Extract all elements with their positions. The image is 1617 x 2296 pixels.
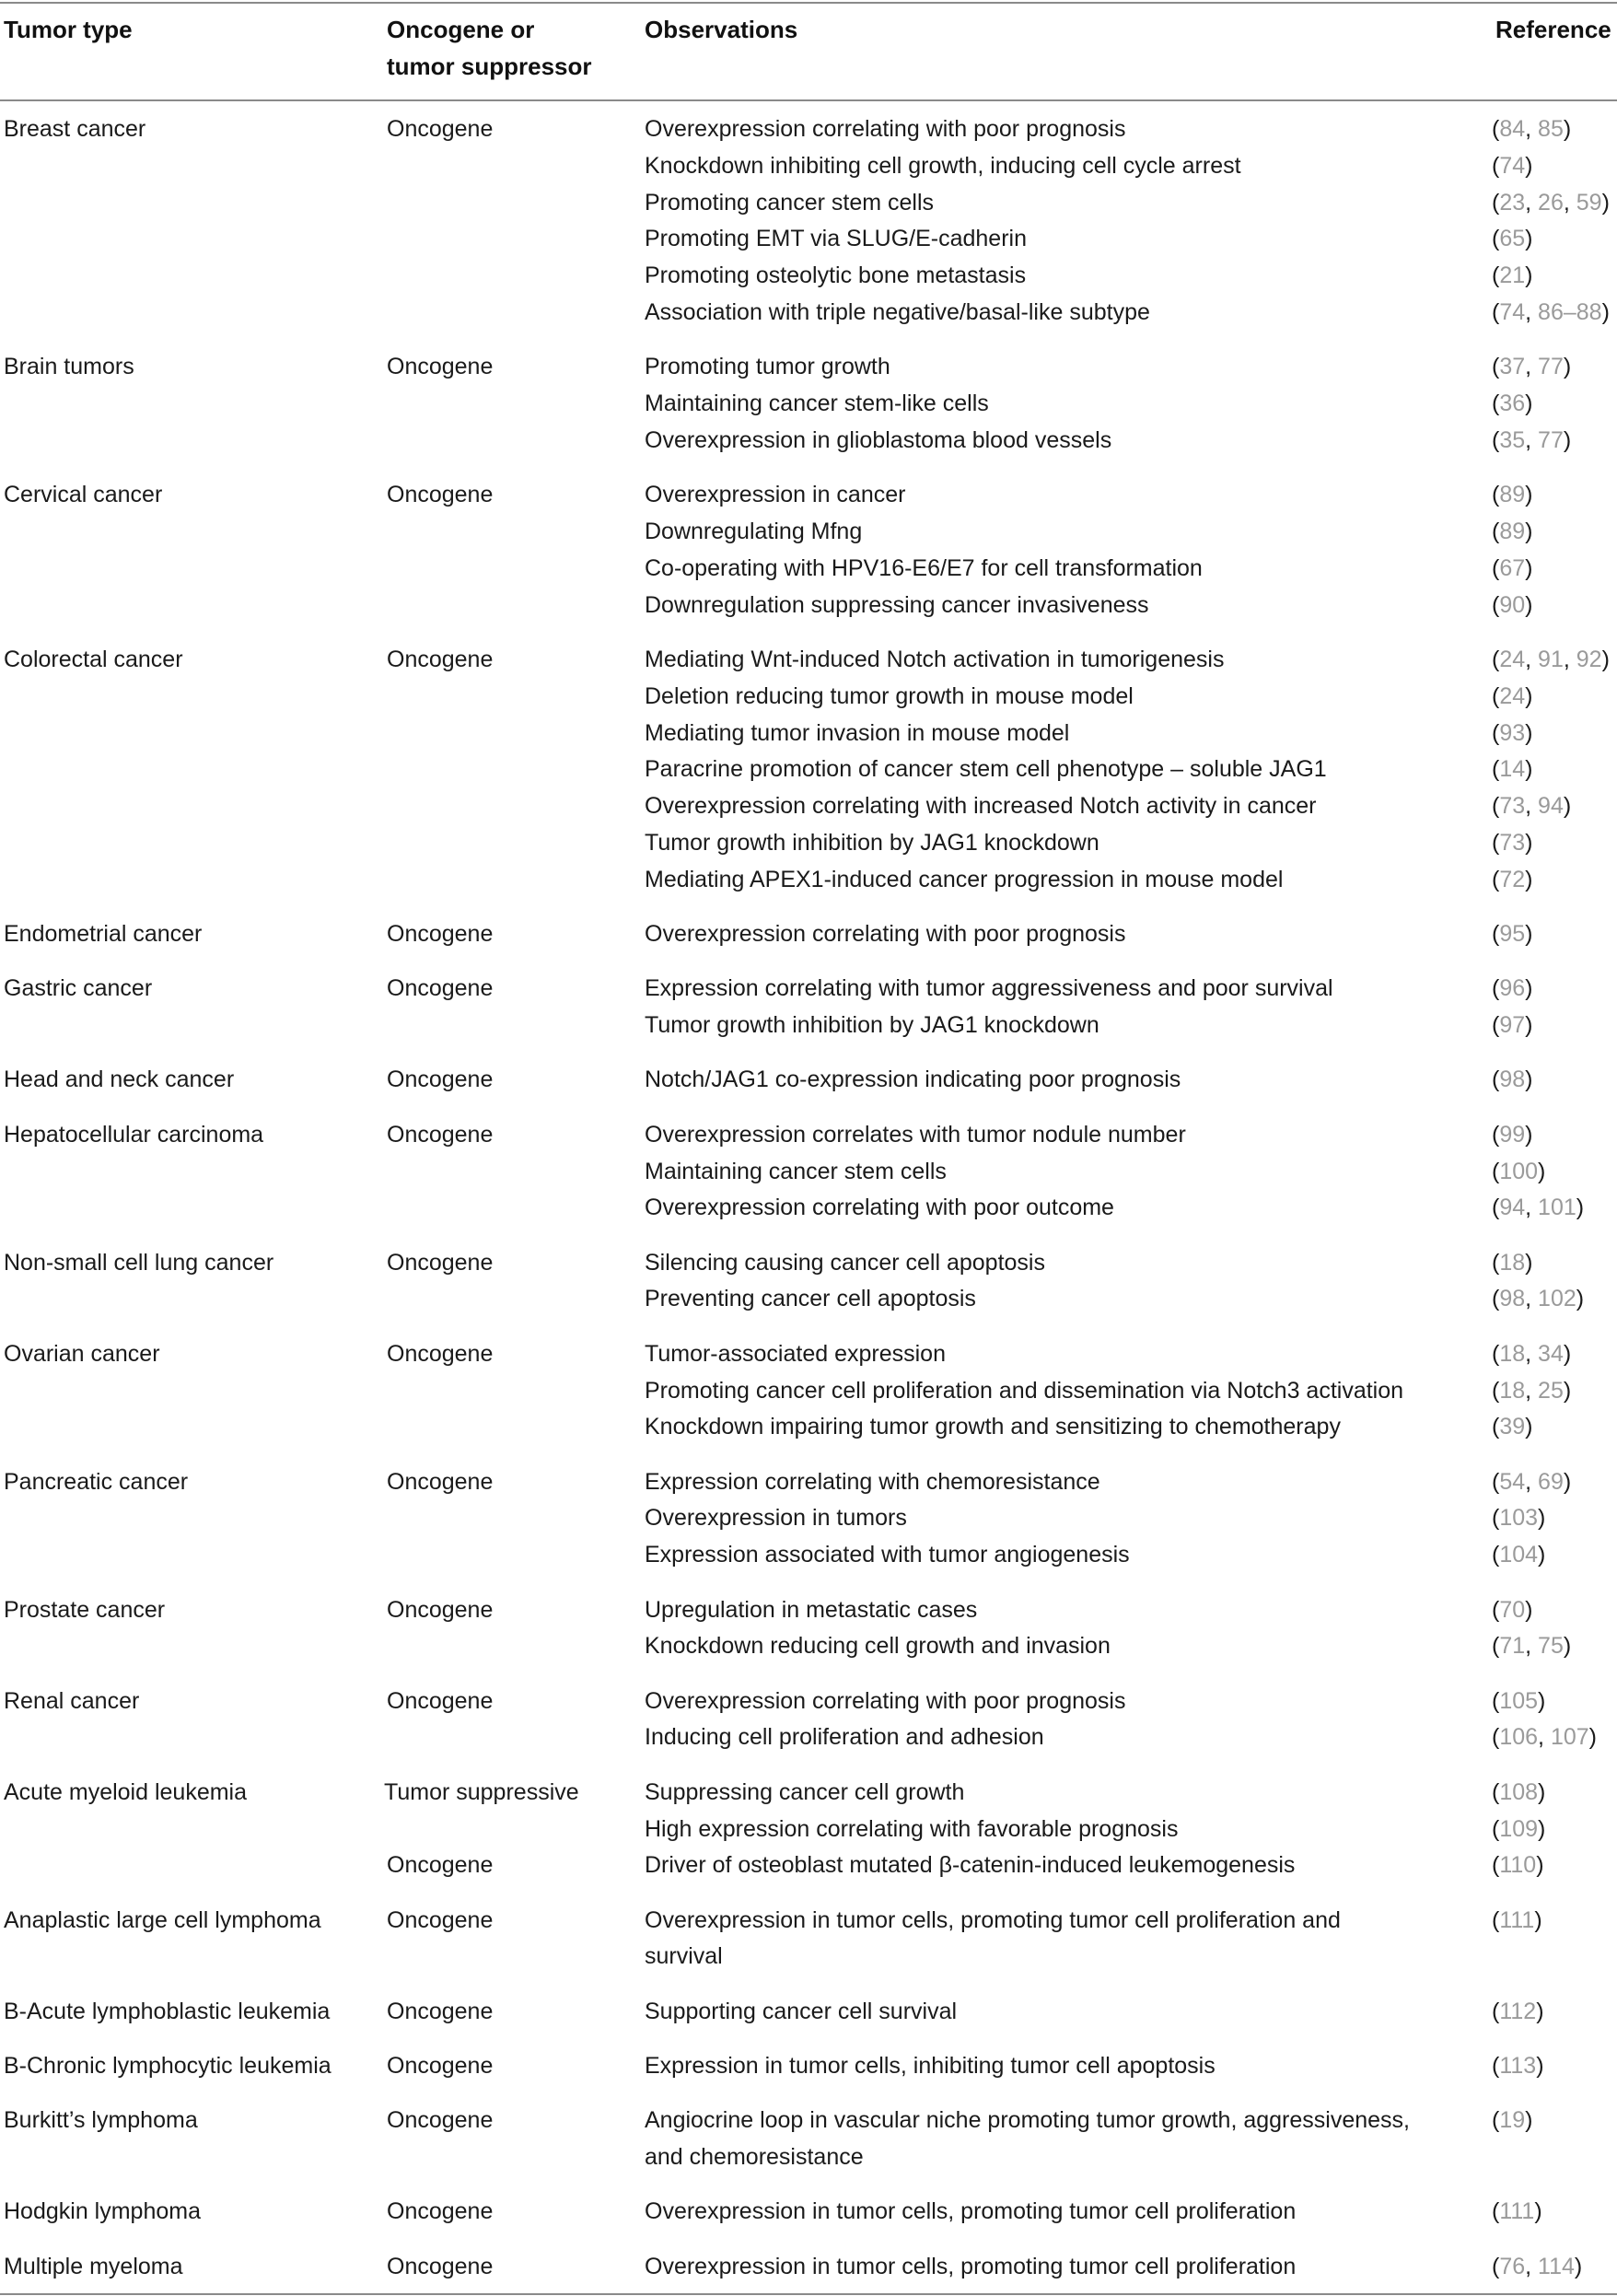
tumor-type-cell: Colorectal cancer — [4, 646, 183, 672]
reference-link[interactable]: 74 — [1499, 299, 1526, 325]
reference-link[interactable]: 94 — [1538, 793, 1564, 820]
reference-link[interactable]: 111 — [1499, 1906, 1535, 1933]
header-oncogene-line2: tumor suppressor — [387, 52, 592, 80]
reference-link[interactable]: 19 — [1499, 2107, 1526, 2134]
tumor-type-cell: Acute myeloid leukemia — [4, 1778, 248, 1805]
reference-cell: (67) — [1492, 554, 1533, 581]
reference-link[interactable]: 72 — [1499, 866, 1526, 892]
header-oncogene-line1: Oncogene or — [387, 16, 535, 43]
reference-cell: (39) — [1492, 1414, 1533, 1440]
reference-link[interactable]: 84 — [1499, 116, 1526, 142]
reference-link[interactable]: 36 — [1499, 390, 1526, 417]
observation-cell: and chemoresistance — [645, 2144, 864, 2171]
oncogene-role-cell: Tumor suppressive — [384, 1778, 579, 1805]
tumor-type-cell: Anaplastic large cell lymphoma — [4, 1906, 321, 1933]
observation-cell: Deletion reducing tumor growth in mouse model — [645, 682, 1134, 709]
observation-cell: Co-operating with HPV16-E6/E7 for cell transformation — [645, 554, 1203, 581]
observation-cell: Overexpression correlating with poor outcome — [645, 1195, 1114, 1221]
observation-cell: Upregulation in metastatic cases — [645, 1596, 978, 1623]
reference-cell: (89) — [1492, 519, 1533, 544]
tumor-type-cell: Hodgkin lymphoma — [4, 2198, 201, 2225]
reference-link[interactable]: 71 — [1499, 1633, 1526, 1660]
oncogene-role-cell: Oncogene — [387, 1998, 494, 2024]
observation-cell: Overexpression correlating with increased Notch activity in cancer — [645, 793, 1317, 820]
reference-link[interactable]: 101 — [1538, 1195, 1576, 1221]
observation-cell: Overexpression in cancer — [645, 482, 906, 508]
reference-cell: (95) — [1492, 921, 1533, 947]
reference-link[interactable]: 18 — [1499, 1340, 1526, 1367]
reference-cell: (104) — [1492, 1542, 1546, 1568]
observation-cell: Maintaining cancer stem-like cells — [645, 390, 989, 417]
reference-cell: (106, 107) — [1492, 1724, 1597, 1751]
reference-cell: (98, 102) — [1492, 1286, 1585, 1312]
reference-cell: (103) — [1492, 1505, 1546, 1532]
oncogene-role-cell: Oncogene — [387, 975, 494, 1002]
reference-link[interactable]: 34 — [1538, 1340, 1564, 1367]
reference-link[interactable]: 112 — [1499, 1998, 1537, 2024]
oncogene-role-cell: Oncogene — [387, 1852, 494, 1879]
reference-link[interactable]: 92 — [1576, 646, 1602, 672]
reference-link[interactable]: 76 — [1499, 2253, 1526, 2279]
reference-cell: (90) — [1492, 591, 1533, 618]
observation-cell: Overexpression in tumor cells, promoting tumor cell proliferation — [645, 2253, 1297, 2279]
reference-link[interactable]: 74 — [1499, 152, 1526, 179]
reference-cell: (110) — [1492, 1852, 1544, 1879]
reference-cell: (109) — [1492, 1815, 1546, 1842]
observation-cell: Mediating Wnt-induced Notch activation in tumorigenesis — [645, 646, 1225, 672]
observation-cell: Angiocrine loop in vascular niche promoting tumor growth, aggressiveness, — [645, 2107, 1410, 2134]
oncogene-role-cell: Oncogene — [387, 354, 494, 380]
observation-cell: Notch/JAG1 co-expression indicating poor prognosis — [645, 1066, 1181, 1093]
observation-cell: Knockdown impairing tumor growth and sensitizing to chemotherapy — [645, 1414, 1341, 1440]
reference-cell: (111) — [1492, 1906, 1542, 1933]
reference-link[interactable]: 18 — [1499, 1377, 1526, 1404]
oncogene-role-cell: Oncogene — [387, 2198, 494, 2225]
reference-link[interactable]: 97 — [1499, 1012, 1526, 1039]
observation-cell: Promoting EMT via SLUG/E-cadherin — [645, 226, 1027, 252]
reference-cell: (35, 77) — [1492, 426, 1572, 453]
header-rule — [0, 99, 1617, 101]
oncogene-role-cell: Oncogene — [387, 1121, 494, 1148]
reference-link[interactable]: 113 — [1499, 2053, 1537, 2079]
oncogene-role-cell: Oncogene — [387, 1468, 494, 1495]
reference-link[interactable]: 106 — [1499, 1724, 1539, 1751]
reference-cell: (100) — [1492, 1158, 1546, 1184]
reference-link[interactable]: 73 — [1499, 829, 1526, 856]
oncogene-role-cell: Oncogene — [387, 1687, 494, 1714]
reference-cell: (72) — [1492, 866, 1533, 892]
reference-cell: (23, 26, 59) — [1492, 189, 1610, 216]
observation-cell: Silencing causing cancer cell apoptosis — [645, 1249, 1045, 1276]
observation-cell: Overexpression correlating with poor prognosis — [645, 116, 1126, 142]
observation-cell: Downregulating Mfng — [645, 519, 863, 544]
header-reference: Reference — [1495, 16, 1611, 43]
observation-cell: Promoting osteolytic bone metastasis — [645, 262, 1027, 289]
reference-link[interactable]: 77 — [1538, 354, 1564, 380]
reference-link[interactable]: 98 — [1499, 1286, 1526, 1312]
observation-cell: Expression correlating with tumor aggressiveness and poor survival — [645, 975, 1333, 1002]
observation-cell: Expression correlating with chemoresistance — [645, 1468, 1100, 1495]
tumor-type-cell: Hepatocellular carcinoma — [4, 1121, 264, 1148]
reference-link[interactable]: 105 — [1499, 1687, 1539, 1714]
observation-cell: Overexpression correlates with tumor nodule number — [645, 1121, 1186, 1148]
observation-cell: survival — [645, 1943, 723, 1970]
oncogene-role-cell: Oncogene — [387, 1249, 494, 1276]
reference-link[interactable]: 110 — [1499, 1852, 1537, 1879]
observation-cell: Promoting cancer stem cells — [645, 189, 935, 216]
top-rule — [0, 2, 1617, 4]
reference-cell: (108) — [1492, 1778, 1546, 1805]
reference-link[interactable]: 23 — [1499, 189, 1526, 216]
observation-cell: Overexpression in glioblastoma blood vessels — [645, 426, 1112, 453]
tumor-type-cell: Prostate cancer — [4, 1596, 166, 1623]
tumor-type-cell: Endometrial cancer — [4, 921, 203, 947]
header-tumor-type: Tumor type — [4, 16, 133, 43]
reference-link[interactable]: 67 — [1499, 554, 1526, 581]
reference-link[interactable]: 85 — [1538, 116, 1564, 142]
reference-link[interactable]: 114 — [1538, 2253, 1575, 2279]
reference-link[interactable]: 91 — [1538, 646, 1564, 672]
observation-cell: Tumor growth inhibition by JAG1 knockdown — [645, 1012, 1099, 1039]
reference-link[interactable]: 70 — [1499, 1596, 1526, 1623]
observation-cell: Expression associated with tumor angiogenesis — [645, 1542, 1130, 1568]
tumor-type-cell: Breast cancer — [4, 116, 146, 142]
oncogene-role-cell: Oncogene — [387, 2253, 494, 2279]
observation-cell: Expression in tumor cells, inhibiting tumor cell apoptosis — [645, 2053, 1216, 2079]
observation-cell: Supporting cancer cell survival — [645, 1998, 958, 2024]
reference-link[interactable]: 65 — [1499, 226, 1526, 252]
oncogene-role-cell: Oncogene — [387, 921, 494, 947]
oncogene-role-cell: Oncogene — [387, 1340, 494, 1367]
reference-link[interactable]: 96 — [1499, 975, 1526, 1002]
observation-cell: Overexpression in tumor cells, promoting tumor cell proliferation — [645, 2198, 1297, 2225]
reference-link[interactable]: 14 — [1499, 756, 1526, 783]
reference-link[interactable]: 109 — [1499, 1815, 1539, 1842]
tumor-type-cell: Cervical cancer — [4, 482, 163, 508]
observation-cell: Mediating APEX1-induced cancer progression in mouse model — [645, 866, 1284, 892]
reference-cell: (14) — [1492, 756, 1533, 783]
observation-cell: Driver of osteoblast mutated β-catenin-induced leukemogenesis — [645, 1852, 1296, 1879]
reference-link[interactable]: 26 — [1538, 189, 1564, 216]
tumor-type-cell: Brain tumors — [4, 354, 134, 380]
reference-link[interactable]: 89 — [1499, 519, 1526, 544]
reference-link[interactable]: 77 — [1538, 426, 1564, 453]
reference-cell: (65) — [1492, 226, 1533, 252]
tumor-type-cell: Burkitt’s lymphoma — [4, 2107, 198, 2134]
observation-cell: Preventing cancer cell apoptosis — [645, 1286, 976, 1312]
reference-link[interactable]: 24 — [1499, 682, 1526, 709]
reference-link[interactable]: 18 — [1499, 1249, 1526, 1276]
observation-cell: Tumor-associated expression — [645, 1340, 946, 1367]
oncogene-role-cell: Oncogene — [387, 1596, 494, 1623]
oncogene-role-cell: Oncogene — [387, 1906, 494, 1933]
reference-link[interactable]: 39 — [1499, 1414, 1526, 1440]
observation-cell: Overexpression in tumor cells, promoting tumor cell proliferation and — [645, 1906, 1341, 1933]
observation-cell: Knockdown reducing cell growth and invasion — [645, 1633, 1111, 1660]
reference-cell: (84, 85) — [1492, 116, 1572, 142]
reference-cell: (71, 75) — [1492, 1633, 1572, 1660]
reference-link[interactable]: 94 — [1499, 1195, 1526, 1221]
observation-cell: High expression correlating with favorable prognosis — [645, 1815, 1179, 1842]
reference-link[interactable]: 59 — [1576, 189, 1602, 216]
reference-cell: (73) — [1492, 829, 1533, 856]
reference-cell: (21) — [1492, 262, 1533, 289]
observation-cell: Knockdown inhibiting cell growth, inducing cell cycle arrest — [645, 152, 1241, 179]
reference-link[interactable]: 104 — [1499, 1542, 1539, 1568]
reference-cell: (76, 114) — [1492, 2253, 1583, 2279]
observation-cell: Overexpression correlating with poor prognosis — [645, 921, 1126, 947]
reference-link[interactable]: 54 — [1499, 1468, 1526, 1495]
reference-link[interactable]: 95 — [1499, 921, 1526, 947]
reference-link[interactable]: 111 — [1499, 2198, 1535, 2225]
reference-link[interactable]: 103 — [1499, 1505, 1539, 1532]
observation-cell: Promoting cancer cell proliferation and dissemination via Notch3 activation — [645, 1377, 1404, 1404]
reference-link[interactable]: 89 — [1499, 482, 1526, 508]
reference-cell: (113) — [1492, 2053, 1544, 2079]
reference-link[interactable]: 98 — [1499, 1066, 1526, 1093]
reference-link[interactable]: 102 — [1538, 1286, 1576, 1312]
reference-link[interactable]: 93 — [1499, 719, 1526, 746]
oncogene-role-cell: Oncogene — [387, 646, 494, 672]
oncogene-role-cell: Oncogene — [387, 1066, 494, 1093]
reference-link[interactable]: 99 — [1499, 1121, 1526, 1148]
observation-cell: Overexpression correlating with poor prognosis — [645, 1687, 1126, 1714]
reference-cell: (18, 34) — [1492, 1340, 1572, 1367]
reference-cell: (54, 69) — [1492, 1468, 1572, 1495]
observation-cell: Mediating tumor invasion in mouse model — [645, 719, 1070, 746]
observation-cell: Promoting tumor growth — [645, 354, 890, 380]
reference-link[interactable]: 25 — [1538, 1377, 1564, 1404]
tumor-type-cell: Gastric cancer — [4, 975, 153, 1002]
observation-cell: Maintaining cancer stem cells — [645, 1158, 947, 1184]
bottom-rule — [0, 2293, 1617, 2295]
reference-cell: (37, 77) — [1492, 354, 1572, 380]
reference-link[interactable]: 75 — [1538, 1633, 1564, 1660]
tumor-type-cell: Ovarian cancer — [4, 1340, 160, 1367]
reference-link[interactable]: 108 — [1499, 1778, 1539, 1805]
observation-cell: Association with triple negative/basal-like subtype — [645, 299, 1150, 325]
reference-link[interactable]: 35 — [1499, 426, 1526, 453]
tumor-type-cell: B-Chronic lymphocytic leukemia — [4, 2053, 332, 2079]
reference-cell: (93) — [1492, 719, 1533, 746]
observation-cell: Tumor growth inhibition by JAG1 knockdown — [645, 829, 1099, 856]
reference-link[interactable]: 100 — [1499, 1158, 1539, 1184]
reference-link[interactable]: 90 — [1499, 591, 1526, 618]
reference-link[interactable]: 21 — [1499, 262, 1526, 289]
tumor-type-cell: B-Acute lymphoblastic leukemia — [4, 1998, 331, 2024]
reference-cell: (105) — [1492, 1687, 1546, 1714]
reference-cell: (112) — [1492, 1998, 1544, 2024]
tumor-type-cell: Pancreatic cancer — [4, 1468, 189, 1495]
reference-link[interactable]: 86–88 — [1538, 299, 1602, 325]
reference-cell: (74) — [1492, 152, 1533, 179]
reference-cell: (73, 94) — [1492, 793, 1572, 820]
observation-cell: Paracrine promotion of cancer stem cell phenotype – soluble JAG1 — [645, 756, 1327, 783]
reference-cell: (24, 91, 92) — [1492, 646, 1610, 672]
reference-link[interactable]: 69 — [1538, 1468, 1564, 1495]
reference-link[interactable]: 73 — [1499, 793, 1526, 820]
reference-cell: (18) — [1492, 1249, 1533, 1276]
oncogene-role-cell: Oncogene — [387, 482, 494, 508]
reference-cell: (36) — [1492, 390, 1533, 417]
reference-cell: (70) — [1492, 1596, 1533, 1623]
reference-cell: (96) — [1492, 975, 1533, 1002]
reference-link[interactable]: 107 — [1550, 1724, 1589, 1751]
oncogene-role-cell: Oncogene — [387, 2053, 494, 2079]
reference-cell: (19) — [1492, 2107, 1533, 2134]
oncogene-role-cell: Oncogene — [387, 116, 494, 142]
reference-cell: (99) — [1492, 1121, 1533, 1148]
reference-cell: (74, 86–88) — [1492, 299, 1610, 325]
tumor-type-cell: Head and neck cancer — [4, 1066, 235, 1093]
reference-cell: (111) — [1492, 2198, 1542, 2225]
reference-cell: (18, 25) — [1492, 1377, 1572, 1404]
reference-link[interactable]: 37 — [1499, 354, 1526, 380]
observation-cell: Overexpression in tumors — [645, 1505, 907, 1532]
observation-cell: Inducing cell proliferation and adhesion — [645, 1724, 1044, 1751]
tumor-type-cell: Renal cancer — [4, 1687, 140, 1714]
observation-cell: Downregulation suppressing cancer invasiveness — [645, 591, 1149, 618]
reference-link[interactable]: 24 — [1499, 646, 1526, 672]
reference-cell: (89) — [1492, 482, 1533, 508]
reference-cell: (94, 101) — [1492, 1195, 1585, 1221]
reference-cell: (97) — [1492, 1012, 1533, 1039]
reference-cell: (24) — [1492, 682, 1533, 709]
header-observations: Observations — [645, 16, 798, 43]
observation-cell: Suppressing cancer cell growth — [645, 1778, 965, 1805]
tumor-type-cell: Non-small cell lung cancer — [4, 1249, 274, 1276]
tumor-type-cell: Multiple myeloma — [4, 2253, 183, 2279]
reference-cell: (98) — [1492, 1066, 1533, 1093]
oncogene-role-cell: Oncogene — [387, 2107, 494, 2134]
